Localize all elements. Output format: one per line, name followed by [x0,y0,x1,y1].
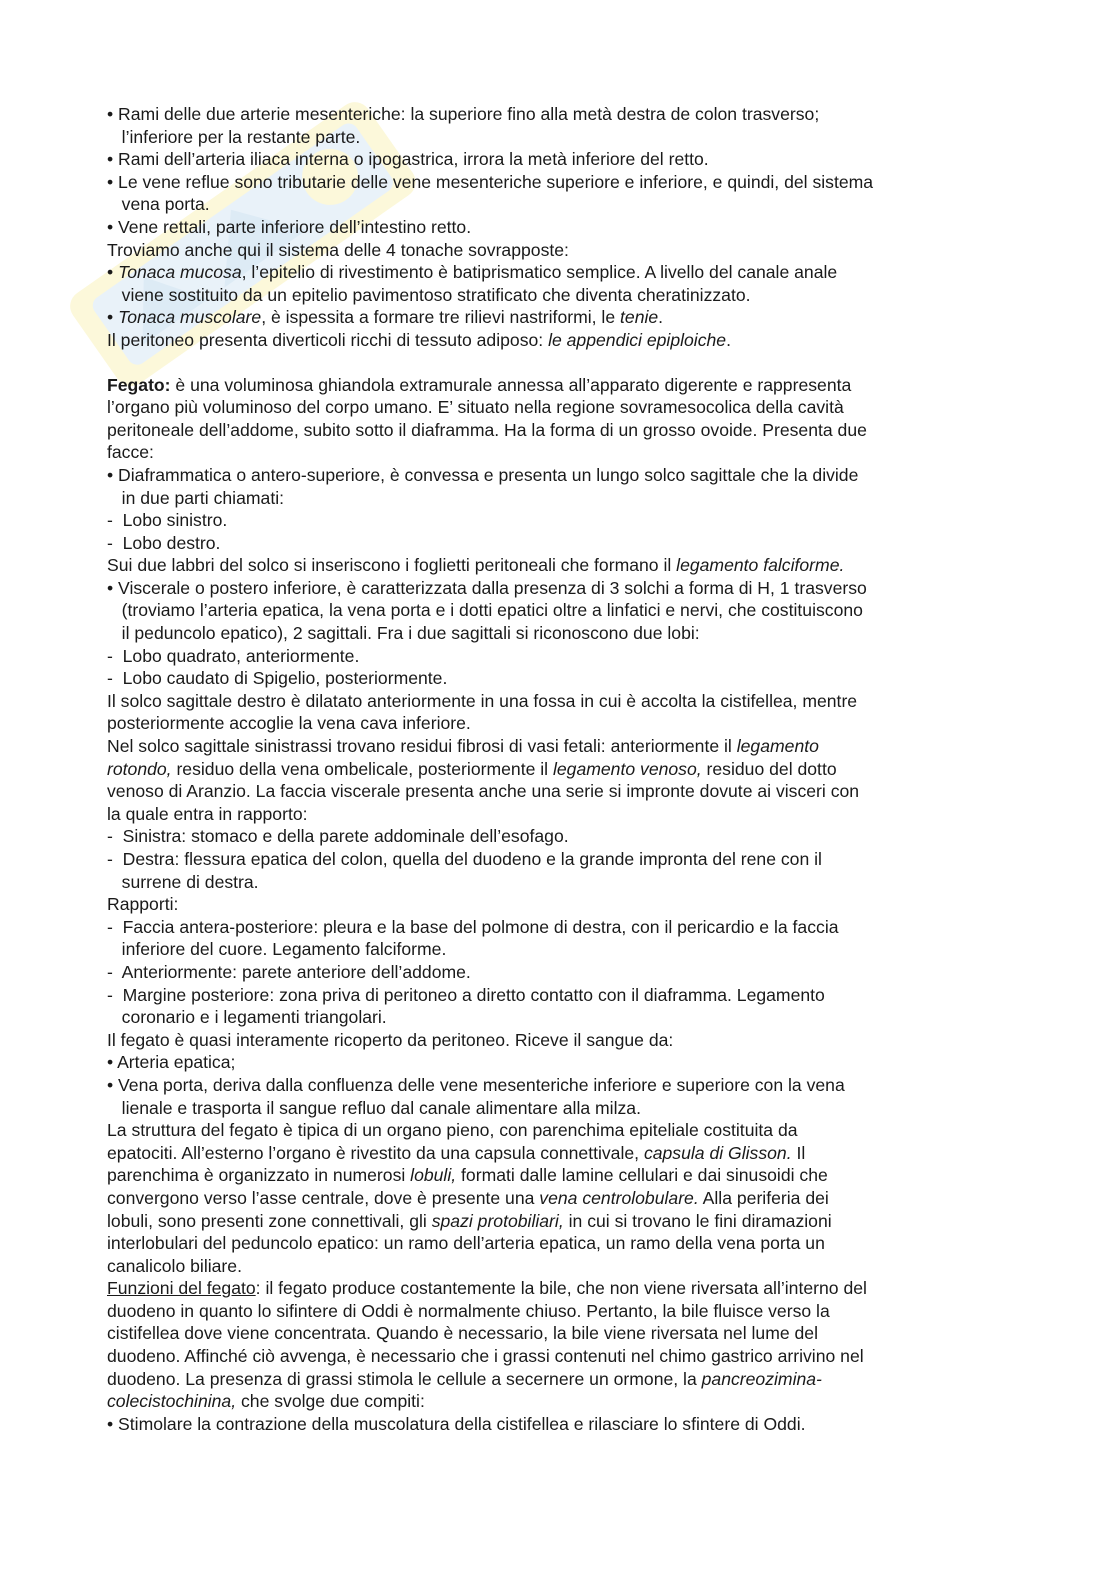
text-line: duodeno in quanto lo sifintere di Oddi è normalmente chiuso. Pertanto, la bile fluisce verso la [107,1300,830,1321]
text-line: Il solco sagittale destro è dilatato anteriormente in una fossa in cui è accolta la cistifellea, mentre [107,690,858,711]
text-line: - Lobo caudato di Spigelio, posteriormente. [107,668,448,689]
document-body [107,103,1012,1435]
text-line: • Viscerale o postero inferiore, è caratterizzata dalla presenza di 3 solchi a forma di H, 1 trasverso [107,577,867,598]
text-line: parenchima è organizzato in numerosi lobuli, formati dalle lamine cellulari e dai sinusoidi che [107,1165,828,1186]
text-line: Troviamo anche qui il sistema delle 4 tonache sovrapposte: [107,239,569,260]
text-line: - Sinistra: stomaco e della parete addominale dell’esofago. [107,826,569,847]
text-line: duodeno. Affinché ciò avvenga, è necessario che i grassi contenuti nel chimo gastrico arrivino nel [107,1346,864,1367]
paragraph-gap [107,352,1012,374]
text-line: rotondo, residuo della vena ombelicale, posteriormente il legamento venoso, residuo del dotto [107,758,837,779]
text-line: • Tonaca muscolare, è ispessita a formare tre rilievi nastriformi, le tenie. [107,307,664,328]
text-line: venoso di Aranzio. La faccia viscerale presenta anche una serie si impronte dovute ai visceri con [107,781,860,802]
text-line: - Margine posteriore: zona priva di peritoneo a diretto contatto con il diaframma. Legamento [107,984,825,1005]
text-line: posteriormente accoglie la vena cava inferiore. [107,713,471,734]
text-line: facce: [107,442,154,463]
text-line: - Lobo quadrato, anteriormente. [107,645,360,666]
text-line: peritoneale dell’addome, subito sotto il diaframma. Ha la forma di un grosso ovoide. Presenta due [107,419,867,440]
text-line: - Destra: flessura epatica del colon, quella del duodeno e la grande impronta del rene con il [107,849,822,869]
text-line: Il fegato è quasi interamente ricoperto da peritoneo. Riceve il sangue da: [107,1029,674,1050]
text-line: canalicolo biliare. [107,1255,242,1276]
text-line: (troviamo l’arteria epatica, la vena porta e i dotti epatici oltre a linfatici e nervi, che costituiscono [107,600,863,621]
text-line: - Faccia antera-posteriore: pleura e la base del polmone di destra, con il pericardio e la faccia [107,916,839,937]
text-line: Funzioni del fegato: il fegato produce costantemente la bile, che non viene riversata all’interno del [107,1278,867,1299]
text-line: interlobulari del peduncolo epatico: un ramo dell’arteria epatica, un ramo della vena porta un [107,1233,825,1254]
text-line: - Anteriormente: parete anteriore dell’addome. [107,961,471,982]
text-line: duodeno. La presenza di grassi stimola le cellule a secernere un ormone, la pancreozimina- [107,1368,822,1389]
text-line: • Arteria epatica; [107,1052,236,1073]
text-line: • Tonaca mucosa, l’epitelio di rivestimento è batiprismatico semplice. A livello del canale anale [107,262,838,283]
text-line: il peduncolo epatico), 2 sagittali. Fra i due sagittali si riconoscono due lobi: [107,623,700,644]
text-line: lobuli, sono presenti zone connettivali, gli spazi protobiliari, in cui si trovano le fini diramazioni [107,1210,832,1231]
text-line: convergono verso l’asse centrale, dove è presente una vena centrolobulare. Alla periferia dei [107,1187,829,1208]
text-line: epatociti. All’esterno l’organo è rivestito da una capsula connettivale, capsula di Glisson. Il [107,1142,806,1163]
text-line: l’organo più voluminoso del corpo umano. E’ situato nella regione sovramesocolica della cavità [107,397,844,418]
text-line: Il peritoneo presenta diverticoli ricchi di tessuto adiposo: le appendici epiploiche. [107,329,731,350]
text-line: l’inferiore per la restante parte. [107,126,361,147]
text-line: coronario e i legamenti triangolari. [107,1007,387,1028]
text-line: la quale entra in rapporto: [107,803,308,824]
text-line: • Rami dell’arteria iliaca interna o ipogastrica, irrora la metà inferiore del retto. [107,149,709,170]
text-line: • Stimolare la contrazione della muscolatura della cistifellea e rilasciare lo sfintere di Oddi. [107,1413,806,1434]
text-line: cistifellea dove viene concentrata. Quando è necessario, la bile viene riversata nel lume del [107,1323,819,1344]
text-line: Nel solco sagittale sinistrassi trovano residui fibrosi di vasi fetali: anteriormente il legamento [107,736,819,757]
text-line: • Rami delle due arterie mesenteriche: la superiore fino alla metà destra de colon trasverso; [107,104,820,124]
text-line: - Lobo destro. [107,532,221,553]
text-line: surrene di destra. [107,871,259,892]
text-line: - Lobo sinistro. [107,510,228,531]
text-line: • Le vene reflue sono tributarie delle vene mesenteriche superiore e inferiore, e quindi, del sistema [107,171,874,192]
text-line: Rapporti: [107,894,179,915]
text-line: in due parti chiamati: [107,487,285,508]
text-line: La struttura del fegato è tipica di un organo pieno, con parenchima epiteliale costituita da [107,1120,798,1141]
text-line: inferiore del cuore. Legamento falciforme. [107,939,447,960]
text-line: • Vene rettali, parte inferiore dell’intestino retto. [107,216,472,237]
text-line: vena porta. [107,194,210,215]
text-line: Sui due labbri del solco si inseriscono i foglietti peritoneali che formano il legamento falciforme. [107,555,845,576]
text-line: lienale e trasporta il sangue refluo dal canale alimentare alla milza. [107,1097,641,1118]
text-line: colecistochinina, che svolge due compiti: [107,1391,425,1412]
text-line: viene sostituito da un epitelio pavimentoso stratificato che diventa cheratinizzato. [107,284,751,305]
text-line: Fegato: è una voluminosa ghiandola extramurale annessa all’apparato digerente e rappresenta [107,374,852,395]
text-line: • Diaframmatica o antero-superiore, è convessa e presenta un lungo solco sagittale che la divide [107,464,859,485]
text-line: • Vena porta, deriva dalla confluenza delle vene mesenteriche inferiore e superiore con la vena [107,1074,845,1095]
